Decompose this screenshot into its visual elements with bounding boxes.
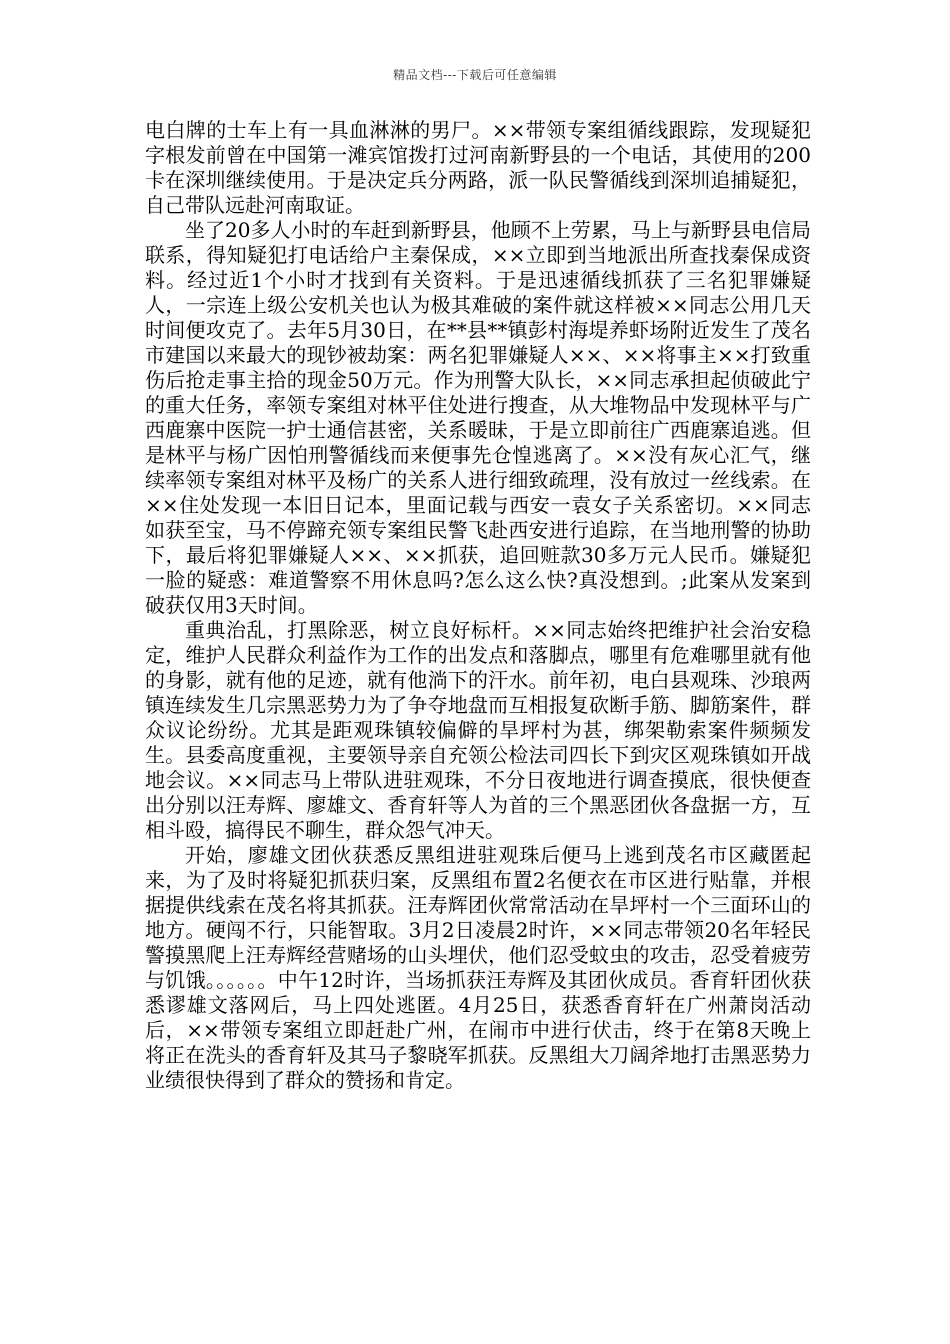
page-header: 精品文档---下载后可任意编辑: [393, 68, 557, 82]
paragraph-2: 坐了20多人小时的车赶到新野县，他顾不上劳累，马上与新野县电信局联系，得知疑犯打电话给户主秦保成，××立即到当地派出所查找秦保成资料。经过近1个小时才找到有关资料。于是迅速循线抓获了三名犯罪嫌疑人，一宗连上级公安机关也认为极其难破的案件就这样被××同志公用几天时间便攻克了。去年5月30日，在**县**镇彭村海堤养虾场附近发生了茂名市建国以来最大的现钞被劫案：两名犯罪嫌疑人××、××将事主××打致重伤后抢走事主拾的现金50万元。作为刑警大队长，××同志承担起侦破此宁的重大任务，率领专案组对林平住处进行搜查，从大堆物品中发现林平与广西鹿寨中医院一护士通信甚密，关系暖昧，于是立即前往广西鹿寨追逃。但是林平与杨广因怕刑警循线而来便事先仓惶逃离了。××没有灰心汇气，继续率领专案组对林平及杨广的关系人进行细致疏理，没有放过一丝线索。在××住处发现一本旧日记本，里面记载与西安一袁女子关系密切。××同志如获至宝，马不停蹄充领专案组民警飞赴西安进行追踪，在当地刑警的协助下，最后将犯罪嫌疑人××、××抓获，追回赃款30多万元人民币。嫌疑犯一脸的疑惑：难道警察不用休息吗?怎么这么快?真没想到。;此案从发案到破获仅用3天时间。: [145, 218, 811, 617]
paragraph-4: 开始，廖雄文团伙获悉反黑组进驻观珠后便马上逃到茂名市区藏匿起来，为了及时将疑犯抓获归案，反黑组布置2名便衣在市区进行贴靠，并根据提供线索在茂名将其抓获。汪寿辉团伙常常活动在旱坪村一个三面环山的地方。硬闯不行，只能智取。3月2日凌晨2时许，××同志带领20名年轻民警摸黑爬上汪寿辉经营赌场的山头埋伏，他们忍受蚊虫的攻击，忍受着疲劳与饥饿。。。。。。中午12时许，当场抓获汪寿辉及其团伙成员。香育轩团伙获悉谬雄文落网后，马上四处逃匿。4月25日，获悉香育轩在广州萧岗活动后，××带领专案组立即赶赴广州，在闹市中进行伏击，终于在第8天晚上将正在洗头的香育轩及其马子黎晓军抓获。反黑组大刀阔斧地打击黑恶势力业绩很快得到了群众的赞扬和肯定。: [145, 843, 811, 1092]
paragraph-3: 重典治乱，打黑除恶，树立良好标杆。××同志始终把维护社会治安稳定，维护人民群众利益作为工作的出发点和落脚点，哪里有危难哪里就有他的身影，就有他的足迹，就有他淌下的汗水。前年初，电白县观珠、沙琅两镇连续发生几宗黑恶势力为了争夺地盘而互相报复砍断手筋、脚筋案件，群众议论纷纷。尤其是距观珠镇较偏僻的旱坪村为甚，绑架勒索案件频频发生。县委高度重视，主要领导亲自充领公检法司四长下到灾区观珠镇如开战地会议。××同志马上带队进驻观珠，不分日夜地进行调查摸底，很快便查出分别以汪寿辉、廖雄文、香育轩等人为首的三个黑恶团伙各盘据一方，互相斗殴，搞得民不聊生，群众怨气冲天。: [145, 618, 811, 842]
document-body: [145, 118, 811, 1093]
paragraph-1: 电白牌的士车上有一具血淋淋的男尸。××带领专案组循线跟踪，发现疑犯字根发前曾在中国第一滩宾馆拨打过河南新野县的一个电话，其使用的200卡在深圳继续使用。于是决定兵分两路，派一队民警循线到深圳追捕疑犯，自己带队远赴河南取证。: [145, 118, 811, 217]
